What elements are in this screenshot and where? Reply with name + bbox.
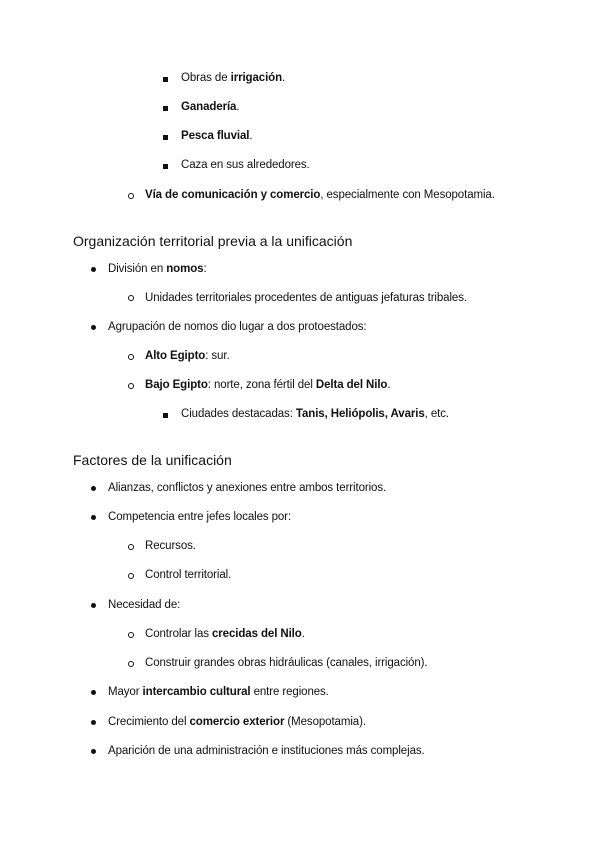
list-item: Agrupación de nomos dio lugar a dos protoestados: — [108, 321, 367, 333]
list-item: Caza en sus alrededores. — [181, 159, 310, 171]
circle-bullet-icon — [128, 632, 134, 638]
disc-bullet-icon — [91, 690, 96, 695]
disc-bullet-icon — [91, 486, 96, 491]
circle-bullet-icon — [128, 661, 134, 667]
circle-bullet-icon — [128, 354, 134, 360]
list-item: Construir grandes obras hidráulicas (canales, irrigación). — [145, 657, 428, 669]
section-heading: Organización territorial previa a la unificación — [73, 233, 353, 249]
list-item: Alto Egipto: sur. — [145, 350, 230, 362]
square-bullet-icon — [163, 106, 168, 111]
list-item: Mayor intercambio cultural entre regiones. — [108, 686, 329, 698]
circle-bullet-icon — [128, 295, 134, 301]
disc-bullet-icon — [91, 603, 96, 608]
square-bullet-icon — [163, 135, 168, 140]
square-bullet-icon — [163, 77, 168, 82]
list-item: División en nomos: — [108, 263, 207, 275]
list-item: Controlar las crecidas del Nilo. — [145, 628, 305, 640]
disc-bullet-icon — [91, 325, 96, 330]
disc-bullet-icon — [91, 515, 96, 520]
section-heading: Factores de la unificación — [73, 452, 232, 468]
square-bullet-icon — [163, 164, 168, 169]
disc-bullet-icon — [91, 720, 96, 725]
circle-bullet-icon — [128, 193, 134, 199]
circle-bullet-icon — [128, 573, 134, 579]
list-item: Recursos. — [145, 540, 196, 552]
list-item: Crecimiento del comercio exterior (Mesopotamia). — [108, 716, 366, 728]
list-item: Pesca fluvial. — [181, 130, 253, 142]
list-item: Competencia entre jefes locales por: — [108, 511, 292, 523]
list-item: Necesidad de: — [108, 599, 181, 611]
list-item: Control territorial. — [145, 569, 232, 581]
list-item: Alianzas, conflictos y anexiones entre ambos territorios. — [108, 482, 387, 494]
square-bullet-icon — [163, 413, 168, 418]
list-item: Aparición de una administración e instituciones más complejas. — [108, 745, 425, 757]
circle-bullet-icon — [128, 544, 134, 550]
disc-bullet-icon — [91, 749, 96, 754]
list-item: Unidades territoriales procedentes de antiguas jefaturas tribales. — [145, 292, 467, 304]
list-item: Obras de irrigación. — [181, 72, 286, 84]
disc-bullet-icon — [91, 267, 96, 272]
list-item: Ciudades destacadas: Tanis, Heliópolis, Avaris, etc. — [181, 408, 449, 420]
list-item: Bajo Egipto: norte, zona fértil del Delta del Nilo. — [145, 379, 391, 391]
list-item: Ganadería. — [181, 101, 240, 113]
circle-bullet-icon — [128, 383, 134, 389]
list-item: Vía de comunicación y comercio, especialmente con Mesopotamia. — [145, 189, 495, 201]
